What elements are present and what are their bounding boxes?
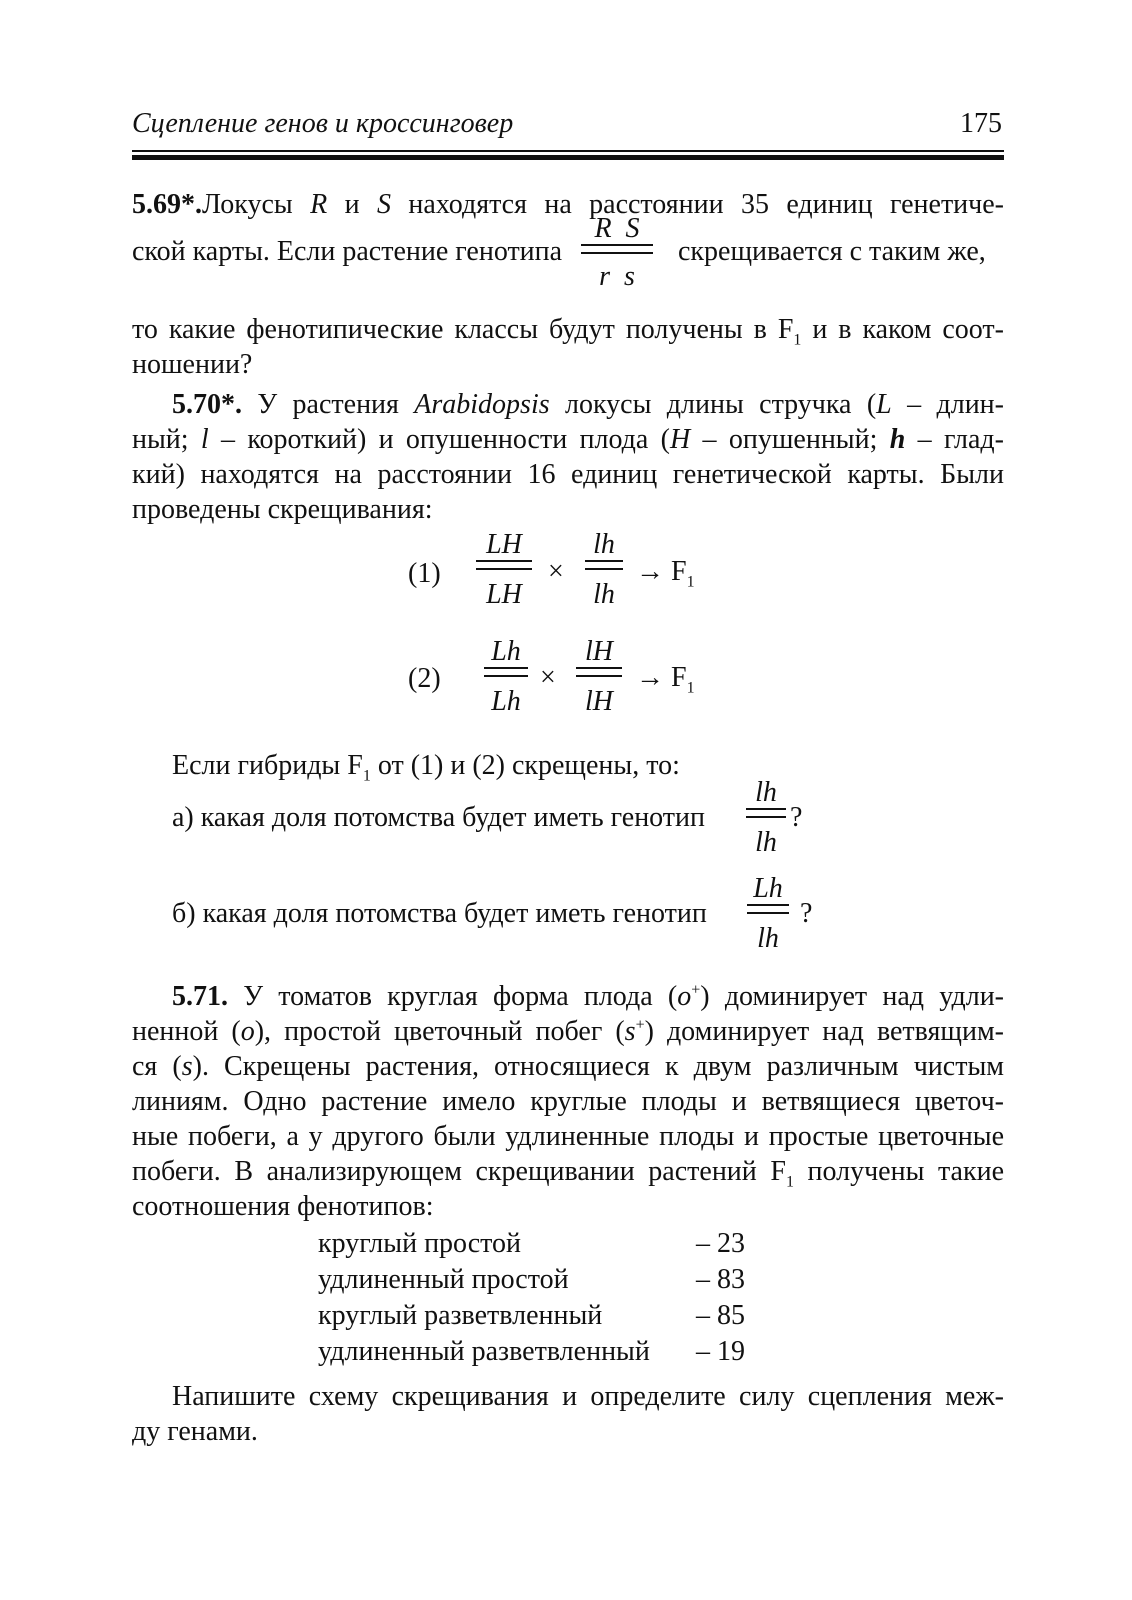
cross-2-times: × bbox=[540, 662, 556, 693]
cross-2-label: (2) bbox=[408, 663, 441, 694]
problem-5-71-line-5: ные побеги, а у другого были удлиненные плоды и простые цветочные bbox=[132, 1121, 1004, 1152]
cross-1-parent-1: LH LH bbox=[470, 530, 538, 610]
cross-1-result: → $F_1$ bbox=[636, 556, 695, 591]
question-a-mark: ? bbox=[790, 802, 803, 833]
genotype-fraction-rs: R S r s bbox=[578, 214, 656, 292]
problem-5-71-line-6: побеги. В анализирующем скрещивании растений $F_1$ получены такие bbox=[132, 1156, 1005, 1191]
problem-5-70-line-3: кий) находятся на расстоянии 16 единиц генетической карты. Были bbox=[132, 459, 1004, 490]
problem-5-69-line-2a: ской карты. Если растение генотипа bbox=[132, 236, 563, 267]
phenotype-count: – 23 bbox=[696, 1228, 745, 1259]
phenotype-count: – 19 bbox=[696, 1336, 745, 1367]
page-number: 175 bbox=[960, 108, 1002, 139]
cross-2-parent-1: Lh Lh bbox=[478, 637, 534, 717]
problem-5-70-line-2: ный; l – короткий) и опушенности плода (H – опушенный; h – глад- bbox=[132, 424, 1004, 455]
header-rule-thick bbox=[132, 155, 1004, 160]
problem-5-71-line-7: соотношения фенотипов: bbox=[132, 1191, 434, 1222]
problem-5-71-line-3: ся (s). Скрещены растения, относящиеся к двум различным чистым bbox=[132, 1051, 1004, 1082]
problem-number: 5.69*. bbox=[132, 189, 202, 220]
hybrids-line: Если гибриды $F_1$ от (1) и (2) скрещены, то: bbox=[172, 750, 680, 785]
problem-5-69-line-2b: скрещивается с таким же, bbox=[678, 236, 986, 267]
question-b-genotype: Lh lh bbox=[744, 874, 792, 954]
phenotype-count: – 83 bbox=[696, 1264, 745, 1295]
question-b-mark: ? bbox=[800, 898, 813, 929]
problem-5-71-line-4: линиям. Одно растение имело круглые плоды и ветвящиеся цветоч- bbox=[132, 1086, 1004, 1117]
phenotype-name: круглый простой bbox=[318, 1228, 522, 1259]
problem-5-69-line-1: 5.69*.Локусы R и S находятся на расстоянии 35 единиц генетиче- bbox=[132, 189, 1005, 220]
problem-5-70-line-1: 5.70*. У растения Arabidopsis локусы длины стручка (L – длин- bbox=[172, 389, 1004, 420]
cross-1-times: × bbox=[548, 556, 564, 587]
problem-5-71-line-1: 5.71. У томатов круглая форма плода (o+) доминирует над удли- bbox=[172, 981, 1004, 1012]
header-rule-thin bbox=[132, 150, 1004, 152]
cross-1-parent-2: lh lh bbox=[582, 530, 626, 610]
problem-5-70-line-4: проведены скрещивания: bbox=[132, 494, 433, 525]
phenotype-name: удлиненный простой bbox=[318, 1264, 569, 1295]
phenotype-name: круглый разветвленный bbox=[318, 1300, 603, 1331]
problem-5-71-task-line-2: ду генами. bbox=[132, 1416, 258, 1447]
question-a: а) какая доля потомства будет иметь генотип bbox=[172, 802, 706, 833]
cross-2-parent-2: lH lH bbox=[572, 637, 626, 717]
problem-5-71-line-2: ненной (o), простой цветочный побег (s+) доминирует над ветвящим- bbox=[132, 1016, 1004, 1047]
problem-5-69-line-4: ношении? bbox=[132, 349, 253, 380]
cross-1-label: (1) bbox=[408, 558, 441, 589]
question-a-genotype: lh lh bbox=[744, 778, 788, 858]
problem-5-71-task-line-1: Напишите схему скрещивания и определите силу сцепления меж- bbox=[172, 1381, 1004, 1412]
phenotype-name: удлиненный разветвленный bbox=[318, 1336, 650, 1367]
cross-2-result: → $F_1$ bbox=[636, 662, 695, 697]
running-header-title: Сцепление генов и кроссинговер bbox=[132, 108, 514, 139]
phenotype-count: – 85 bbox=[696, 1300, 745, 1331]
question-b: б) какая доля потомства будет иметь генотип bbox=[172, 898, 707, 929]
problem-5-69-line-3: то какие фенотипические классы будут получены в $F_1$ и в каком соот- bbox=[132, 314, 1004, 349]
